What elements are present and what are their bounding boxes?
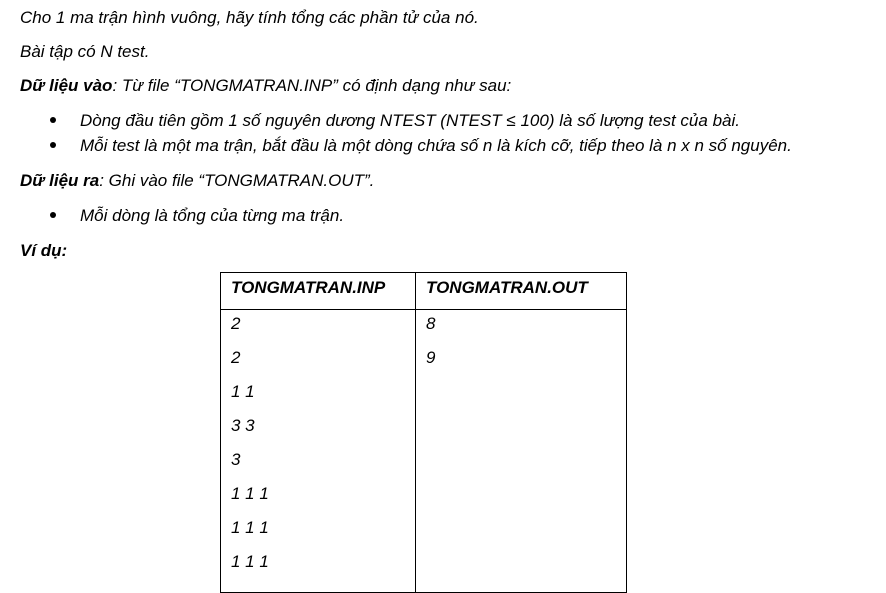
inp-cell [221, 310, 416, 593]
example-table [220, 272, 627, 593]
input-section-heading [20, 76, 511, 96]
inp-line: 1 1 1 [231, 518, 269, 537]
input-bullet-1-text: Dòng đầu tiên gồm 1 số nguyên dương NTEST (NTEST ≤ 100) là số lượng test của bài. [80, 111, 740, 130]
bullet-icon [50, 212, 56, 218]
output-section-label: Dữ liệu ra [20, 171, 100, 190]
inp-line: 1 1 1 [231, 484, 269, 503]
output-section-text: : Ghi vào file “TONGMATRAN.OUT”. [99, 171, 375, 190]
bullet-icon [50, 142, 56, 148]
out-header: TONGMATRAN.OUT [416, 273, 627, 310]
input-section-label: Dữ liệu vào [20, 76, 113, 95]
input-section-text: : Từ file “TONGMATRAN.INP” có định dạng như sau: [112, 76, 512, 95]
input-bullet-2-text: Mỗi test là một ma trận, bắt đầu là một dòng chứa số n là kích cỡ, tiếp theo là n x n số nguyên. [80, 136, 792, 155]
inp-line: 1 1 [231, 382, 255, 401]
intro-line-2: Bài tập có N test. [20, 42, 150, 61]
example-label: Ví dụ: [20, 241, 68, 260]
out-line: 9 [426, 348, 436, 367]
bullet-icon [50, 117, 56, 123]
inp-line: 2 [231, 348, 241, 367]
inp-header: TONGMATRAN.INP [221, 273, 416, 310]
inp-line: 3 3 [231, 416, 255, 435]
output-bullet-1-text: Mỗi dòng là tổng của từng ma trận. [80, 206, 345, 225]
output-section-heading [20, 171, 374, 191]
out-line: 8 [426, 314, 436, 333]
input-bullet-1 [50, 111, 740, 131]
inp-line: 2 [231, 314, 241, 333]
example-table-row [221, 310, 627, 593]
out-cell [416, 310, 627, 593]
inp-line: 3 [231, 450, 241, 469]
inp-line: 1 1 1 [231, 552, 269, 571]
output-bullet-1 [50, 206, 344, 226]
input-bullet-2 [50, 136, 792, 156]
intro-line-1: Cho 1 ma trận hình vuông, hãy tính tổng các phần tử của nó. [20, 8, 479, 27]
example-table-header-row [221, 273, 627, 310]
